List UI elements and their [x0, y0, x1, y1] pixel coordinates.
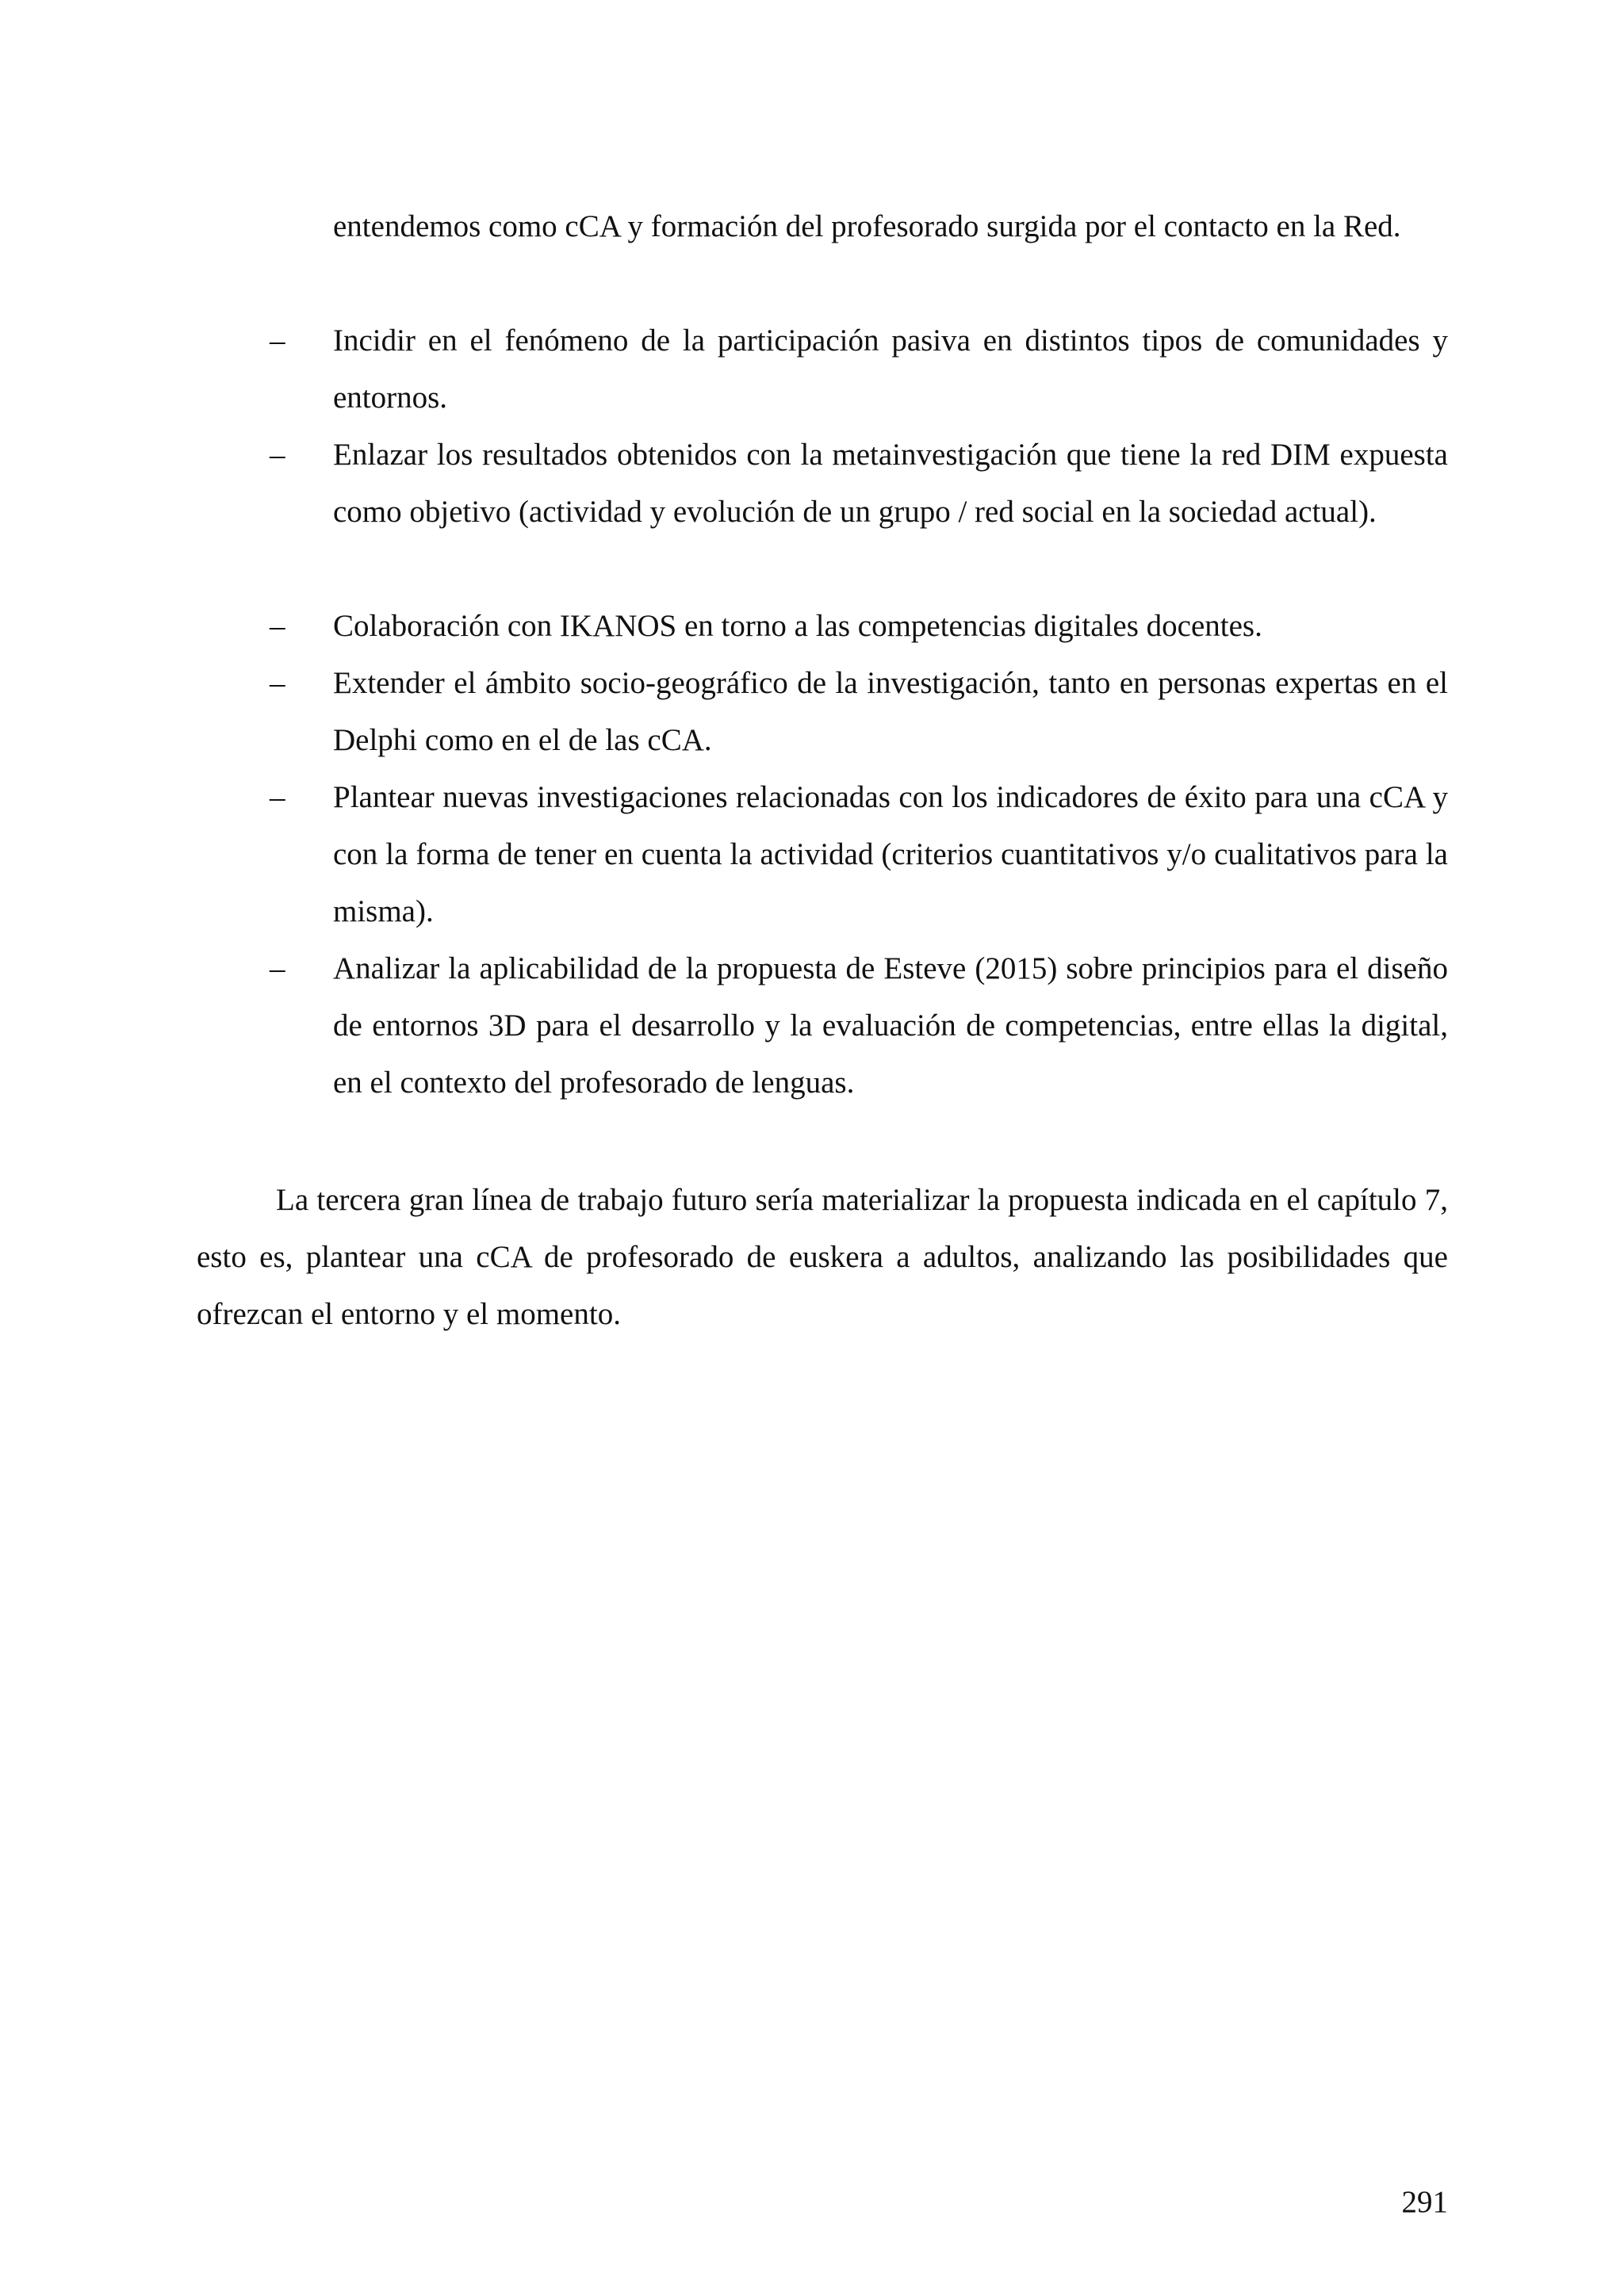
body-paragraph: La tercera gran línea de trabajo futuro sería materializar la propuesta indicada en el capítulo 7, esto es, plantear una cCA de profesorado de euskera a adultos, analizando las posibilidades que ofrezcan el entorno y el momento.	[197, 1183, 1448, 1331]
list-item-text: Extender el ámbito socio-geográfico de la investigación, tanto en personas expertas en el Delphi como en el de las cCA.	[333, 666, 1448, 757]
continuation-text: entendemos como cCA y formación del profesorado surgida por el contacto en la Red.	[333, 209, 1401, 243]
list-item-text: Incidir en el fenómeno de la participación pasiva en distintos tipos de comunidades y entornos.	[333, 323, 1448, 415]
dash-marker: –	[270, 780, 285, 814]
dash-marker: –	[270, 438, 285, 472]
list-item-text: Colaboración con IKANOS en torno a las competencias digitales docentes.	[333, 609, 1262, 643]
dash-marker: –	[270, 666, 285, 700]
page-number: 291	[1401, 2185, 1448, 2219]
list-item-text: Analizar la aplicabilidad de la propuesta de Esteve (2015) sobre principios para el diseño de entornos 3D para el desarrollo y la evaluación de competencias, entre ellas la digital, en el contexto del profesorado de lenguas.	[333, 951, 1448, 1100]
list-item-text: Enlazar los resultados obtenidos con la metainvestigación que tiene la red DIM expuesta como objetivo (actividad y evolución de un grupo / red social en la sociedad actual).	[333, 438, 1448, 529]
dash-marker: –	[270, 951, 285, 985]
list-item-text: Plantear nuevas investigaciones relacionadas con los indicadores de éxito para una cCA y con la forma de tener en cuenta la actividad (criterios cuantitativos y/o cualitativos para la misma).	[333, 780, 1448, 928]
dash-marker: –	[270, 609, 285, 643]
dash-marker: –	[270, 323, 285, 358]
